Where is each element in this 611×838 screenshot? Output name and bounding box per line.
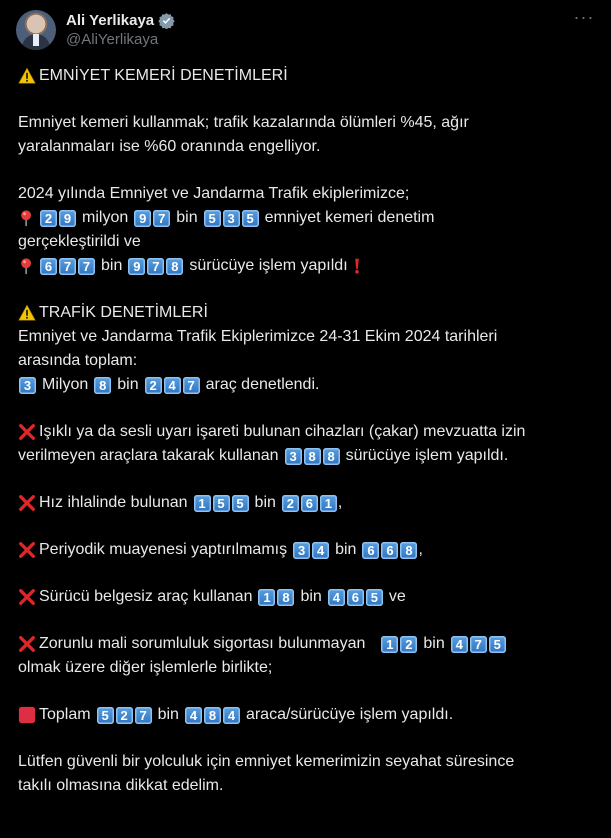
text-fragment: araca/sürücüye işlem yapıldı. (245, 706, 454, 723)
keycap-digit: 7 (78, 258, 95, 275)
avatar[interactable] (16, 10, 56, 50)
keycap-digit: 5 (242, 210, 259, 227)
red-exclamation-icon (348, 257, 366, 275)
keycap-digit: 5 (213, 495, 230, 512)
keycap-digit: 3 (19, 377, 36, 394)
cross-mark-icon (18, 635, 36, 653)
keycap-digit: 3 (223, 210, 240, 227)
keycap-digit: 4 (223, 707, 240, 724)
stat-line (18, 491, 598, 515)
keycap-digit: 5 (204, 210, 221, 227)
keycap-digit: 8 (204, 707, 221, 724)
text-line: olmak üzere diğer işlemlerle birlikte; (18, 659, 273, 676)
title-traffic (18, 301, 598, 325)
text-line: Lütfen güvenli bir yolculuk için emniyet kemerimizin seyahat süresince (18, 753, 515, 770)
keycap-digit: 9 (134, 210, 151, 227)
text-line: arasında toplam: (18, 352, 138, 369)
keycap-digit: 3 (293, 542, 310, 559)
keycap-digit: 2 (116, 707, 133, 724)
keycap-digit: 7 (135, 707, 152, 724)
text-fragment: bin (335, 541, 357, 558)
text-line: Emniyet kemeri kullanmak; trafik kazalarında ölümleri %45, ağır (18, 114, 469, 131)
keycap-digit: 7 (153, 210, 170, 227)
text-fragment: bin (157, 706, 179, 723)
verified-badge-icon (158, 12, 175, 29)
keycap-digit: 7 (470, 636, 487, 653)
cross-mark-icon (18, 588, 36, 606)
cross-mark-icon (18, 541, 36, 559)
keycap-digit: 7 (147, 258, 164, 275)
text-fragment: verilmeyen araçlara takarak kullanan (18, 447, 279, 464)
text-line: gerçekleştirildi ve (18, 233, 141, 250)
stat-line (18, 420, 598, 444)
keycap-digit: 4 (312, 542, 329, 559)
keycap-digit: 9 (128, 258, 145, 275)
keycap-digit: 1 (258, 589, 275, 606)
keycap-digit: 2 (282, 495, 299, 512)
text-fragment: Milyon (42, 376, 89, 393)
keycap-digit: 6 (362, 542, 379, 559)
keycap-digit: 7 (183, 377, 200, 394)
text-fragment: Toplam (39, 706, 91, 723)
title-seatbelt (18, 64, 598, 88)
text-line: Emniyet ve Jandarma Trafik Ekiplerimizce 24-31 Ekim 2024 tarihleri (18, 328, 498, 345)
author-name-row[interactable] (66, 10, 175, 30)
keycap-digit: 8 (323, 448, 340, 465)
text-fragment: bin (254, 494, 276, 511)
section-title: EMNİYET KEMERİ DENETİMLERİ (39, 67, 288, 84)
stat-line (18, 703, 598, 727)
text-fragment: Zorunlu mali sorumluluk sigortası bulunmayan (39, 635, 366, 652)
keycap-digit: 5 (232, 495, 249, 512)
keycap-digit: 8 (277, 589, 294, 606)
text-line: yaralanmaları ise %60 oranında engelliyor. (18, 138, 321, 155)
keycap-digit: 2 (40, 210, 57, 227)
keycap-digit: 6 (301, 495, 318, 512)
stat-line (18, 444, 598, 468)
keycap-digit: 7 (59, 258, 76, 275)
text-fragment: bin (176, 209, 198, 226)
text-fragment: sürücüye işlem yapıldı (189, 257, 348, 274)
text-fragment: , (337, 494, 343, 511)
text-fragment: bin (101, 257, 123, 274)
text-fragment: Hız ihlalinde bulunan (39, 494, 188, 511)
warning-sign-icon (18, 304, 36, 322)
keycap-digit: 6 (347, 589, 364, 606)
keycap-digit: 3 (285, 448, 302, 465)
keycap-digit: 4 (328, 589, 345, 606)
text-fragment: Periyodik muayenesi yaptırılmamış (39, 541, 288, 558)
keycap-digit: 8 (166, 258, 183, 275)
text-fragment: , (418, 541, 423, 558)
red-square-icon (18, 706, 36, 724)
stat-line (18, 206, 598, 230)
keycap-digit: 9 (59, 210, 76, 227)
keycap-digit: 8 (400, 542, 417, 559)
text-fragment: bin (117, 376, 139, 393)
keycap-digit: 6 (381, 542, 398, 559)
text-fragment: Sürücü belgesiz araç kullanan (39, 588, 253, 605)
keycap-digit: 8 (304, 448, 321, 465)
text-fragment: ve (388, 588, 406, 605)
round-pushpin-icon (18, 257, 36, 275)
text-line: takılı olmasına dikkat edelim. (18, 777, 224, 794)
keycap-digit: 5 (366, 589, 383, 606)
stat-line (18, 254, 598, 278)
keycap-digit: 1 (320, 495, 337, 512)
text-fragment: Işıklı ya da sesli uyarı işareti bulunan cihazları (çakar) mevzuatta izin (39, 423, 526, 440)
text-fragment: bin (423, 635, 445, 652)
author-handle[interactable]: @AliYerlikaya (66, 31, 159, 48)
round-pushpin-icon (18, 209, 36, 227)
keycap-digit: 4 (185, 707, 202, 724)
keycap-digit: 1 (194, 495, 211, 512)
keycap-digit: 8 (94, 377, 111, 394)
text-fragment: bin (300, 588, 322, 605)
keycap-digit: 1 (381, 636, 398, 653)
more-options-icon[interactable]: ··· (573, 7, 595, 27)
keycap-digit: 2 (145, 377, 162, 394)
keycap-digit: 4 (164, 377, 181, 394)
tweet-header (16, 7, 595, 54)
stat-line (18, 538, 598, 562)
cross-mark-icon (18, 494, 36, 512)
keycap-digit: 2 (400, 636, 417, 653)
keycap-digit: 5 (489, 636, 506, 653)
text-line: 2024 yılında Emniyet ve Jandarma Trafik ekiplerimizce; (18, 185, 410, 202)
stat-line (18, 585, 598, 609)
display-name[interactable]: Ali Yerlikaya (66, 11, 155, 29)
text-fragment: emniyet kemeri denetim (264, 209, 435, 226)
stat-line (18, 373, 598, 397)
text-fragment: araç denetlendi. (205, 376, 320, 393)
keycap-digit: 6 (40, 258, 57, 275)
stat-line (18, 632, 598, 656)
keycap-digit: 4 (451, 636, 468, 653)
tweet-text (18, 64, 598, 798)
text-fragment: milyon (82, 209, 129, 226)
warning-sign-icon (18, 67, 36, 85)
text-fragment: sürücüye işlem yapıldı. (345, 447, 509, 464)
cross-mark-icon (18, 423, 36, 441)
section-title: TRAFİK DENETİMLERİ (39, 304, 208, 321)
keycap-digit: 5 (97, 707, 114, 724)
